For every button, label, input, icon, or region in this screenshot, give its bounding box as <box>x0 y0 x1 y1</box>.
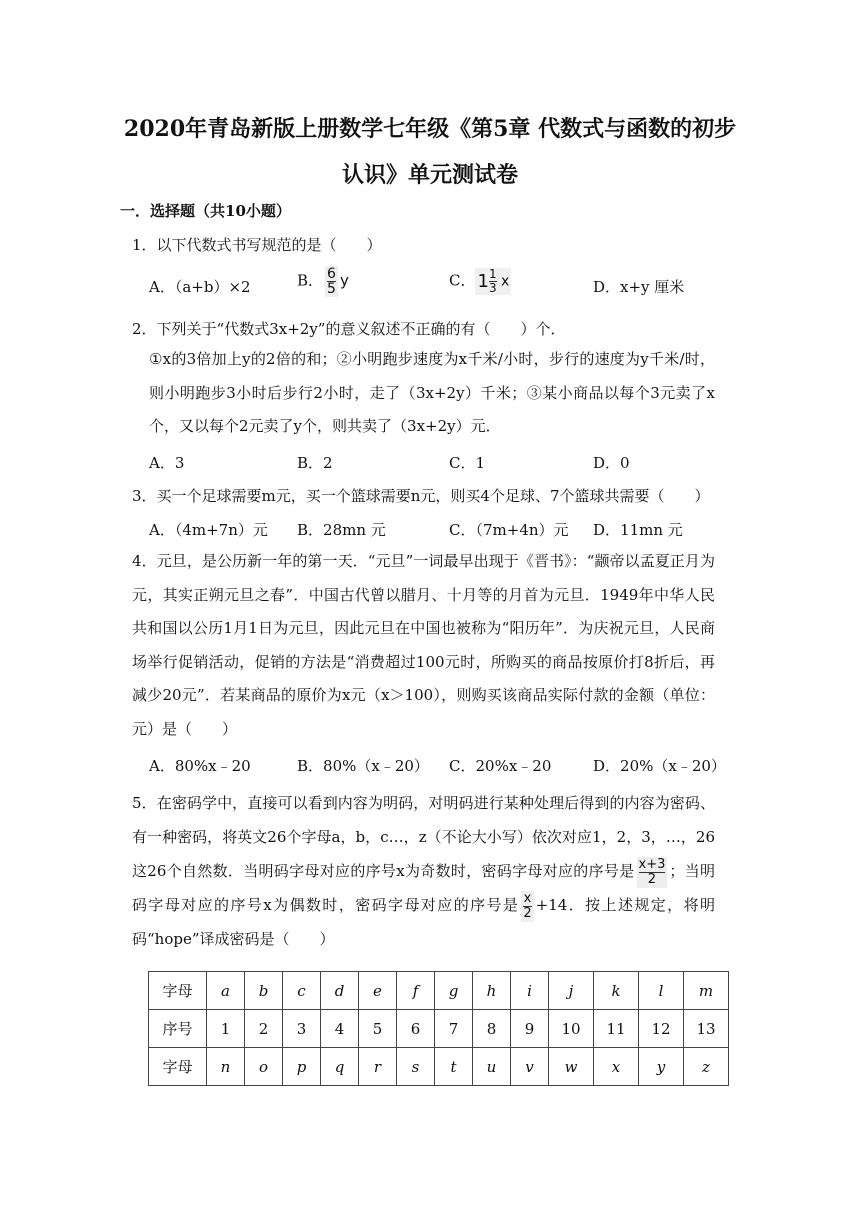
q1-stem: 1．以下代数式书写规范的是（ ） <box>132 236 382 254</box>
table-cell: j <box>549 972 594 1010</box>
table-cell: m <box>684 972 729 1010</box>
table-cell: 4 <box>321 1010 359 1048</box>
table-cell: i <box>511 972 549 1010</box>
table-cell: 10 <box>549 1010 594 1048</box>
table-cell: 7 <box>435 1010 473 1048</box>
q2-option-d: D．0 <box>593 454 630 472</box>
q4-option-b: B．80%（x﹣20） <box>297 757 429 775</box>
table-cell: h <box>473 972 511 1010</box>
q4-option-c: C．20%x﹣20 <box>449 757 552 775</box>
table-row <box>149 1010 729 1048</box>
table-cell: 11 <box>594 1010 639 1048</box>
table-cell: p <box>283 1048 321 1086</box>
table-cell: 3 <box>283 1010 321 1048</box>
q1-option-c-mixed-number: 1 $\frac{1}{3}$ x <box>477 267 510 295</box>
section-heading: 一．选择题（共10小题） <box>120 202 291 220</box>
q5-stem <box>132 786 715 956</box>
table-cell: 1 <box>207 1010 245 1048</box>
table-cell: 字母 <box>149 972 207 1010</box>
q5-text-part2: ；当明码字母对应的序号x为偶数时，密码字母对应的序号是 <box>132 862 715 914</box>
q3-option-a: A．（4m+7n）元 <box>149 521 268 539</box>
table-cell: 2 <box>245 1010 283 1048</box>
q1-option-b-fraction: $\frac{6}{5}$ <box>327 266 336 297</box>
table-cell: t <box>435 1048 473 1086</box>
table-cell: l <box>639 972 684 1010</box>
table-cell: c <box>283 972 321 1010</box>
q4-option-d: D．20%（x﹣20） <box>593 757 726 775</box>
table-cell: w <box>549 1048 594 1086</box>
q1-option-d: D．x+y 厘米 <box>593 278 685 296</box>
table-cell: x <box>594 1048 639 1086</box>
table-cell: v <box>511 1048 549 1086</box>
q1-option-c-label: C． <box>449 271 476 290</box>
table-cell: r <box>359 1048 397 1086</box>
table-cell: q <box>321 1048 359 1086</box>
q4-option-a: A．80%x﹣20 <box>149 757 251 775</box>
q5-odd-fraction: $\frac{x+3}{2}$ <box>638 856 666 887</box>
table-cell: 序号 <box>149 1010 207 1048</box>
table-cell: e <box>359 972 397 1010</box>
q5-even-fraction: $\frac{x}{2}$ <box>523 890 532 921</box>
table-cell: 8 <box>473 1010 511 1048</box>
document-title-line2: 认识》单元测试卷 <box>341 162 518 188</box>
table-cell: d <box>321 972 359 1010</box>
table-cell: s <box>397 1048 435 1086</box>
table-row <box>149 1048 729 1086</box>
document-title-line1: 2020年青岛新版上册数学七年级《第5章 代数式与函数的初步 <box>123 116 737 142</box>
q4-stem: 4．元旦，是公历新一年的第一天．“元旦”一词最早出现于《晋书》：“颛帝以孟夏正月为元，其实正朔元旦之春”．中国古代曾以腊月、十月等的月首为元旦．1949年中华人民共和国以公历1月1日为元旦，因此元旦在中国也被称为“阳历年”．为庆祝元旦，人民商场举行促销活动，促销的方法是“消费超过100元时，所购买的商品按原价打8折后，再减少20元”．若某商品的原价为x元（x＞100），则购买该商品实际付款的金额（单位：元）是（ ） <box>132 552 715 738</box>
table-cell: 字母 <box>149 1048 207 1086</box>
q2-stem: 2．下列关于“代数式3x+2y”的意义叙述不正确的有（ ）个． <box>132 320 566 338</box>
q1-option-b <box>297 266 349 297</box>
table-cell: z <box>684 1048 729 1086</box>
table-cell: b <box>245 972 283 1010</box>
table-cell: 9 <box>511 1010 549 1048</box>
table-cell: f <box>397 972 435 1010</box>
q3-option-b: B．28mn 元 <box>297 521 386 539</box>
table-cell: 6 <box>397 1010 435 1048</box>
q1-option-c <box>449 268 511 295</box>
cipher-table <box>148 971 729 1086</box>
q1-option-a: A．（a+b）×2 <box>149 278 251 296</box>
table-cell: u <box>473 1048 511 1086</box>
q2-option-c: C．1 <box>449 454 486 472</box>
q5-text-part3: +14．按上述规定，将明码“hope”译成密码是（ ） <box>132 896 716 948</box>
q1-option-b-var: y <box>339 271 349 290</box>
table-cell: n <box>207 1048 245 1086</box>
table-cell: o <box>245 1048 283 1086</box>
table-cell: 12 <box>639 1010 684 1048</box>
table-cell: k <box>594 972 639 1010</box>
table-cell: 13 <box>684 1010 729 1048</box>
q2-option-b: B．2 <box>297 454 333 472</box>
q3-option-d: D．11mn 元 <box>593 521 683 539</box>
q2-body: ①x的3倍加上y的2倍的和；②小明跑步速度为x千米/小时，步行的速度为y千米/时，则小明跑步3小时后步行2小时，走了（3x+2y）千米；③某小商品以每个3元卖了x个，又以每个2元卖了y个，则共卖了（3x+2y）元． <box>149 350 715 435</box>
q2-option-a: A．3 <box>149 454 185 472</box>
table-cell: y <box>639 1048 684 1086</box>
table-cell: g <box>435 972 473 1010</box>
q3-stem: 3．买一个足球需要m元，买一个篮球需要n元，则买4个足球、7个篮球共需要（ ） <box>132 487 710 505</box>
q3-option-c: C．（7m+4n）元 <box>449 521 569 539</box>
table-cell: a <box>207 972 245 1010</box>
q1-option-b-label: B． <box>297 271 324 290</box>
table-row <box>149 972 729 1010</box>
q5-text-part1: 5．在密码学中，直接可以看到内容为明码，对明码进行某种处理后得到的内容为密码、有一种密码，将英文26个字母a，b，c…，z（不论大小写）依次对应1，2，3，…，26这26个自然数．当明码字母对应的序号x为奇数时，密码字母对应的序号是 <box>132 794 715 880</box>
table-cell: 5 <box>359 1010 397 1048</box>
